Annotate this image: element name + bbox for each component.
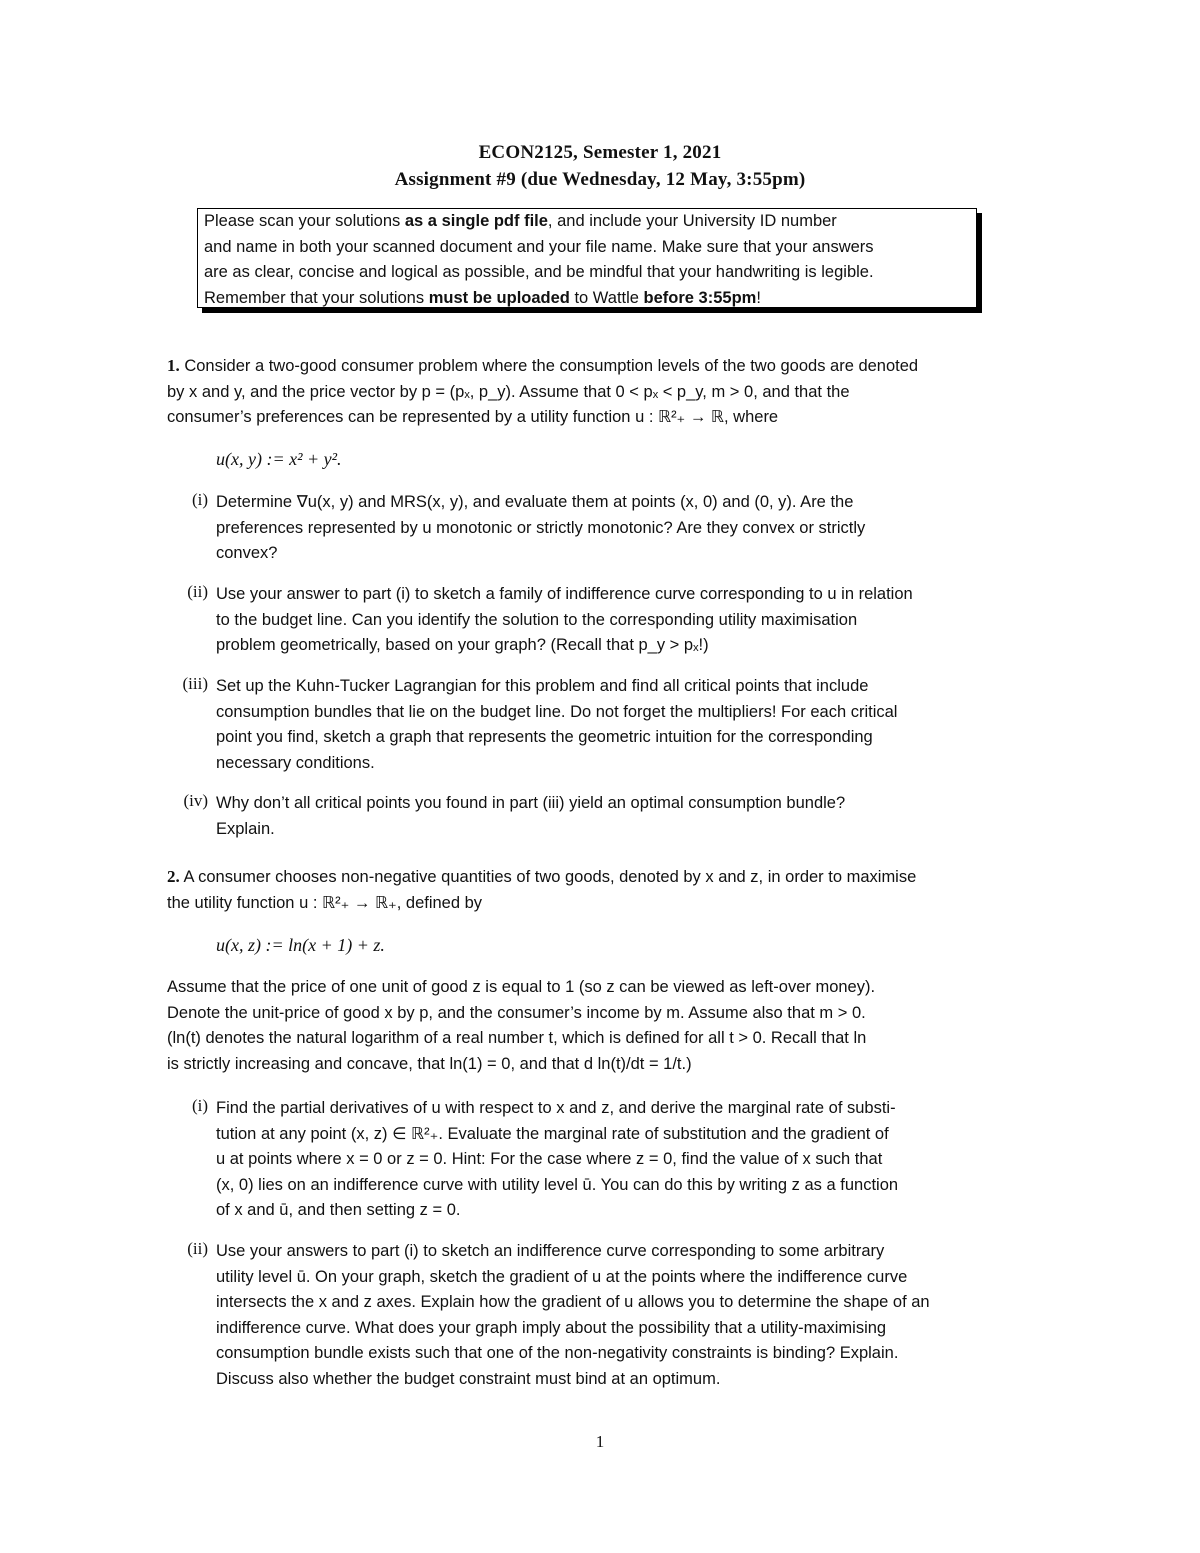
q2-part-i: Find the partial derivatives of u with respect to x and z, and derive the marginal rate of substi- tution at any point (x, z) ∈ ℝ²₊. Evaluate the marginal rate of substitution and the gradient of u at points where x = 0 or z = 0. Hint: For the case where z = 0, find the value of x such that (x, 0) lies on an indifference curve with utility level ū. You can do this by writing z as a function of x and ū, and then setting z = 0. (216, 1099, 899, 1219)
page-number: 1 (595, 1432, 605, 1451)
q1-part-label: (ii) (187, 582, 208, 601)
q1-part-i: Determine ∇u(x, y) and MRS(x, y), and evaluate them at points (x, 0) and (0, y). Are the preferences represented by u monotonic or strictly monotonic? Are they convex or strictly convex? (216, 493, 866, 562)
q2-part-label: (ii) (187, 1239, 208, 1258)
q2-part-label: (i) (191, 1096, 208, 1115)
question-1-intro: 1. Consider a two-good consumer problem where the consumption levels of the two goods are denoted by x and y, and the price vector by p = (pₓ, p_y). Assume that 0 < pₓ < p_y, m > 0, and that the consumer’s preferences can be represented by a utility function u : ℝ²₊ → ℝ, where (167, 356, 919, 426)
question-1-equation: u(x, y) := x² + y². (216, 449, 342, 469)
notice-line-4: Remember that your solutions must be uploaded to Wattle before 3:55pm! (204, 288, 761, 307)
q1-part-iii: Set up the Kuhn-Tucker Lagrangian for this problem and find all critical points that include consumption bundles that lie on the budget line. Do not forget the multipliers! For each critical point you find, sketch a graph that represents the geometric intuition for the corresponding necessary conditions. (216, 677, 898, 772)
q1-part-label: (iv) (183, 791, 208, 810)
question-2-number: 2. (167, 867, 180, 886)
q2-part-ii: Use your answers to part (i) to sketch an indifference curve corresponding to some arbitrary utility level ū. On your graph, sketch the gradient of u at the points where the indifference curve intersects the x and z axes. Explain how the gradient of u allows you to determine the shape of an indifference curve. What does your graph imply about the possibility that a utility-maximising consumption bundle exists such that one of the non-negativity constraints is binding? Explain. Discuss also whether the budget constraint must bind at an optimum. (216, 1242, 930, 1388)
question-2-body: Assume that the price of one unit of good z is equal to 1 (so z can be viewed as left-over money). Denote the unit-price of good x by p, and the consumer’s income by m. Assume also that m > 0. (ln(t) denotes the natural logarithm of a real number t, which is defined for all t > 0. Recall that ln is strictly increasing and concave, that ln(1) = 0, and that d ln(t)/dt = 1/t.) (167, 978, 876, 1073)
question-2-intro: 2. A consumer chooses non-negative quantities of two goods, denoted by x and z, in order to maximise the utility function u : ℝ²₊ → ℝ₊, defined by (167, 867, 917, 912)
q1-part-label: (iii) (182, 674, 208, 693)
course-title: ECON2125, Semester 1, 2021 (478, 142, 722, 163)
instructions-box (197, 208, 977, 308)
question-1-number: 1. (167, 356, 180, 375)
notice-line-1: Please scan your solutions as a single pdf file, and include your University ID number (204, 212, 837, 230)
notice-line-3: are as clear, concise and logical as possible, and be mindful that your handwriting is legible. (204, 263, 874, 281)
assignment-title: Assignment #9 (due Wednesday, 12 May, 3:55pm) (394, 169, 806, 190)
question-2-equation: u(x, z) := ln(x + 1) + z. (216, 935, 385, 955)
q1-part-ii: Use your answer to part (i) to sketch a family of indifference curve corresponding to u in relation to the budget line. Can you identify the solution to the corresponding utility maximisation problem geometrically, based on your graph? (Recall that p_y > pₓ!) (216, 585, 913, 654)
q1-part-iv: Why don’t all critical points you found in part (iii) yield an optimal consumption bundle? Explain. (216, 794, 846, 838)
q1-part-label: (i) (191, 490, 208, 509)
notice-line-2: and name in both your scanned document and your file name. Make sure that your answers (204, 237, 874, 256)
